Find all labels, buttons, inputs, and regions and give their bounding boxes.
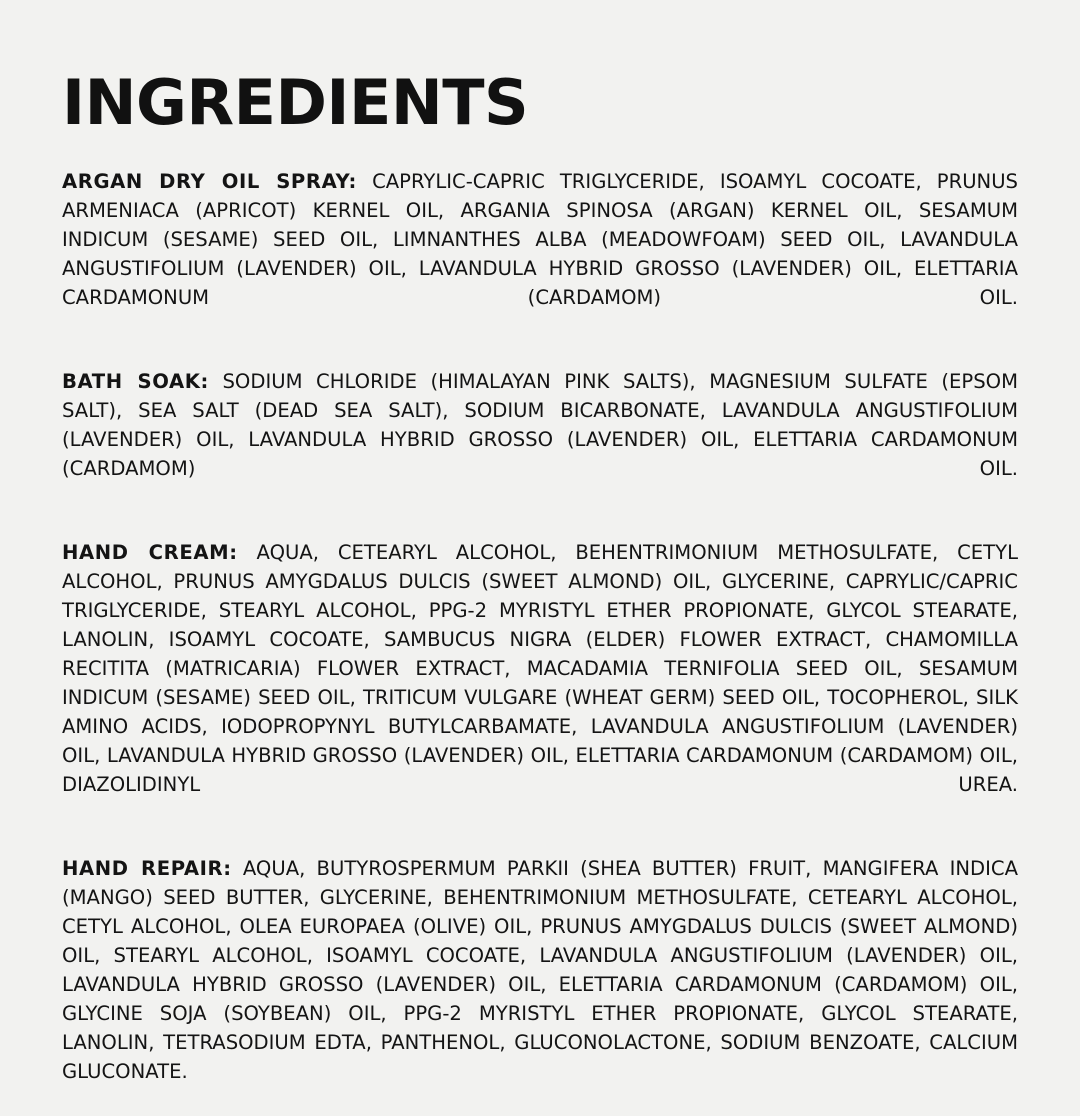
ingredient-section-hand-repair [62, 855, 1018, 1116]
section-heading: ARGAN DRY OIL SPRAY: [62, 170, 357, 193]
section-body: AQUA, CETEARYL ALCOHOL, BEHENTRIMONIUM METHOSULFATE, CETYL ALCOHOL, PRUNUS AMYGDALUS DULCIS (SWEET ALMOND) OIL, GLYCERINE, CAPRYLIC/CAPRIC TRIGLYCERIDE, STEARYL ALCOHOL, PPG-2 MYRISTYL ETHER PROPIONATE, GLYCOL STEARATE, LANOLIN, ISOAMYL COCOATE, SAMBUCUS NIGRA (ELDER) FLOWER EXTRACT, CHAMOMILLA RECITITA (MATRICARIA) FLOWER EXTRACT, MACADAMIA TERNIFOLIA SEED OIL, SESAMUM INDICUM (SESAME) SEED OIL, TRITICUM VULGARE (WHEAT GERM) SEED OIL, TOCOPHEROL, SILK AMINO ACIDS, IODOPROPYNYL BUTYLCARBAMATE, LAVANDULA ANGUSTIFOLIUM (LAVENDER) OIL, LAVANDULA HYBRID GROSSO (LAVENDER) OIL, ELETTARIA CARDAMONUM (CARDAMOM) OIL, DIAZOLIDINYL UREA. [62, 540, 1019, 796]
section-body: CAPRYLIC-CAPRIC TRIGLYCERIDE, ISOAMYL COCOATE, PRUNUS ARMENIACA (APRICOT) KERNEL OIL, ARGANIA SPINOSA (ARGAN) KERNEL OIL, SESAMUM INDICUM (SESAME) SEED OIL, LIMNANTHES ALBA (MEADOWFOAM) SEED OIL, LAVANDULA ANGUSTIFOLIUM (LAVENDER) OIL, LAVANDULA HYBRID GROSSO (LAVENDER) OIL, ELETTARIA CARDAMONUM (CARDAMOM) OIL. [62, 170, 1018, 309]
section-heading: HAND CREAM: [62, 540, 238, 564]
section-heading: HAND REPAIR: [62, 856, 232, 880]
page-title: INGREDIENTS [62, 66, 529, 139]
ingredient-section-hand-cream [62, 539, 1018, 829]
section-heading: BATH SOAK: [62, 369, 209, 393]
ingredient-section-bath-soak [62, 368, 1018, 513]
ingredient-section-argan-dry-oil-spray [62, 168, 1018, 342]
section-body: SODIUM CHLORIDE (HIMALAYAN PINK SALTS), MAGNESIUM SULFATE (EPSOM SALT), SEA SALT (DEAD SEA SALT), SODIUM BICARBONATE, LAVANDULA ANGUSTIFOLIUM (LAVENDER) OIL, LAVANDULA HYBRID GROSSO (LAVENDER) OIL, ELETTARIA CARDAMONUM (CARDAMOM) OIL. [62, 369, 1019, 480]
section-body: AQUA, BUTYROSPERMUM PARKII (SHEA BUTTER) FRUIT, MANGIFERA INDICA (MANGO) SEED BUTTER, GLYCERINE, BEHENTRIMONIUM METHOSULFATE, CETEARYL ALCOHOL, CETYL ALCOHOL, OLEA EUROPAEA (OLIVE) OIL, PRUNUS AMYGDALUS DULCIS (SWEET ALMOND) OIL, STEARYL ALCOHOL, ISOAMYL COCOATE, LAVANDULA ANGUSTIFOLIUM (LAVENDER) OIL, LAVANDULA HYBRID GROSSO (LAVENDER) OIL, ELETTARIA CARDAMONUM (CARDAMOM) OIL, GLYCINE SOJA (SOYBEAN) OIL, PPG-2 MYRISTYL ETHER PROPIONATE, GLYCOL STEARATE, LANOLIN, TETRASODIUM EDTA, PANTHENOL, GLUCONOLACTONE, SODIUM BENZOATE, CALCIUM GLUCONATE. [62, 856, 1018, 1083]
